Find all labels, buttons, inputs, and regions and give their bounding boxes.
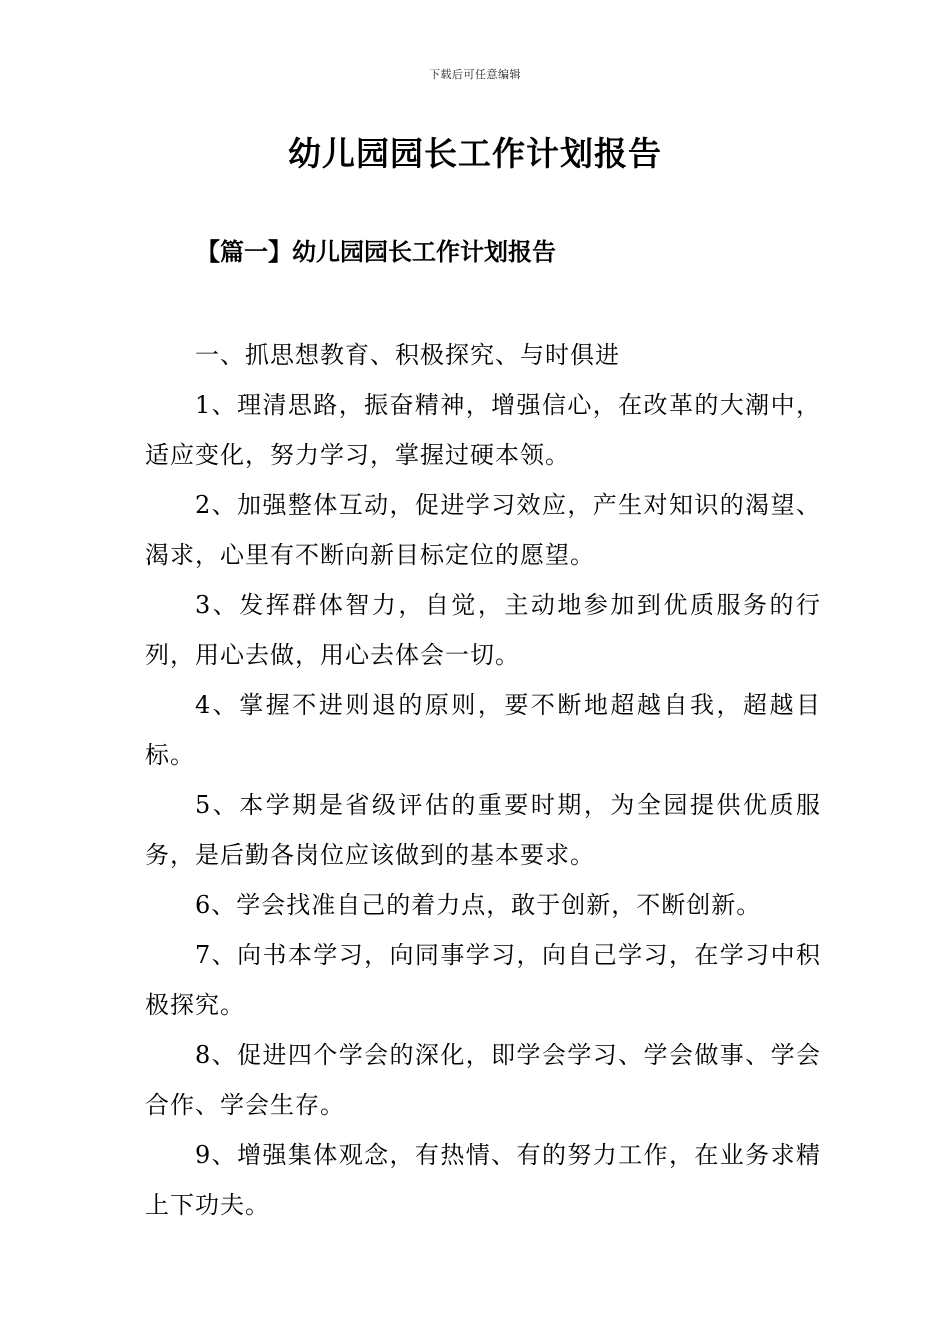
paragraph-item-8: 8、促进四个学会的深化，即学会学习、学会做事、学会合作、学会生存。	[145, 1041, 821, 1119]
header-note: 下载后可任意编辑	[429, 68, 521, 81]
paragraph-item-7: 7、向书本学习，向同事学习，向自己学习，在学习中积极探究。	[145, 941, 821, 1019]
paragraph-item-1: 1、理清思路，振奋精神，增强信心，在改革的大潮中，适应变化，努力学习，掌握过硬本领。	[145, 391, 821, 469]
paragraph-item-5: 5、本学期是省级评估的重要时期，为全园提供优质服务，是后勤各岗位应该做到的基本要求。	[145, 791, 821, 869]
paragraph-item-2: 2、加强整体互动，促进学习效应，产生对知识的渴望、渴求，心里有不断向新目标定位的愿望。	[145, 491, 821, 569]
paragraph-item-6: 6、学会找准自己的着力点，敢于创新，不断创新。	[195, 891, 762, 919]
section-title: 【篇一】幼儿园园长工作计划报告	[196, 237, 556, 266]
paragraph-item-4: 4、掌握不进则退的原则，要不断地超越自我，超越目标。	[145, 691, 821, 769]
paragraph-item-3: 3、发挥群体智力，自觉，主动地参加到优质服务的行列，用心去做，用心去体会一切。	[145, 591, 821, 669]
paragraph-item-9: 9、增强集体观念，有热情、有的努力工作，在业务求精上下功夫。	[145, 1141, 821, 1219]
document-title: 幼儿园园长工作计划报告	[288, 134, 662, 173]
body-text	[145, 330, 821, 1230]
heading-paragraph: 一、抓思想教育、积极探究、与时俱进	[195, 341, 620, 369]
